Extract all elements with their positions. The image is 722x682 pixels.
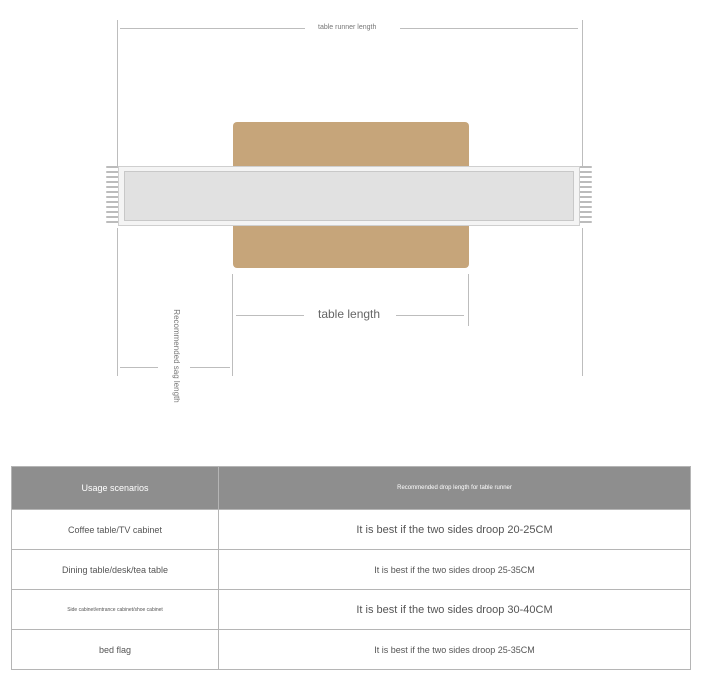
runner-left-extension-line bbox=[117, 20, 118, 168]
table-row bbox=[12, 630, 691, 670]
table-left-extension-line bbox=[232, 274, 233, 376]
scenario-cell: bed flag bbox=[12, 630, 219, 670]
runner-fringe-right bbox=[578, 166, 592, 226]
sag-length-line-right bbox=[190, 367, 230, 368]
table-row bbox=[12, 590, 691, 630]
sag-length-label: Recommended sag length bbox=[172, 309, 181, 403]
runner-right-extension-line bbox=[582, 20, 583, 168]
drop-cell: It is best if the two sides droop 25-35CM bbox=[219, 630, 691, 670]
runner-left-lower-extension-line bbox=[117, 228, 118, 376]
table-length-line-right bbox=[396, 315, 464, 316]
table-runner-inner bbox=[124, 171, 574, 221]
runner-right-lower-extension-line bbox=[582, 228, 583, 376]
drop-cell: It is best if the two sides droop 25-35CM bbox=[219, 550, 691, 590]
runner-length-line-left bbox=[120, 28, 305, 29]
table-length-line-left bbox=[236, 315, 304, 316]
drop-cell: It is best if the two sides droop 30-40CM bbox=[219, 590, 691, 630]
runner-length-line-right bbox=[400, 28, 578, 29]
table-right-extension-line bbox=[468, 274, 469, 326]
table-length-label: table length bbox=[318, 307, 381, 321]
runner-length-label: table runner length bbox=[318, 24, 377, 31]
scenario-cell: Coffee table/TV cabinet bbox=[12, 510, 219, 550]
sag-length-line-left bbox=[120, 367, 158, 368]
scenario-cell: Dining table/desk/tea table bbox=[12, 550, 219, 590]
header-recommended-drop: Recommended drop length for table runner bbox=[219, 467, 691, 510]
table-row bbox=[12, 510, 691, 550]
scenario-cell: Side cabinet/entrance cabinet/shoe cabinet bbox=[12, 590, 219, 630]
table-header-row bbox=[12, 467, 691, 510]
drop-cell: It is best if the two sides droop 20-25CM bbox=[219, 510, 691, 550]
usage-table bbox=[11, 466, 691, 670]
header-usage-scenarios: Usage scenarios bbox=[12, 467, 219, 510]
table-row bbox=[12, 550, 691, 590]
